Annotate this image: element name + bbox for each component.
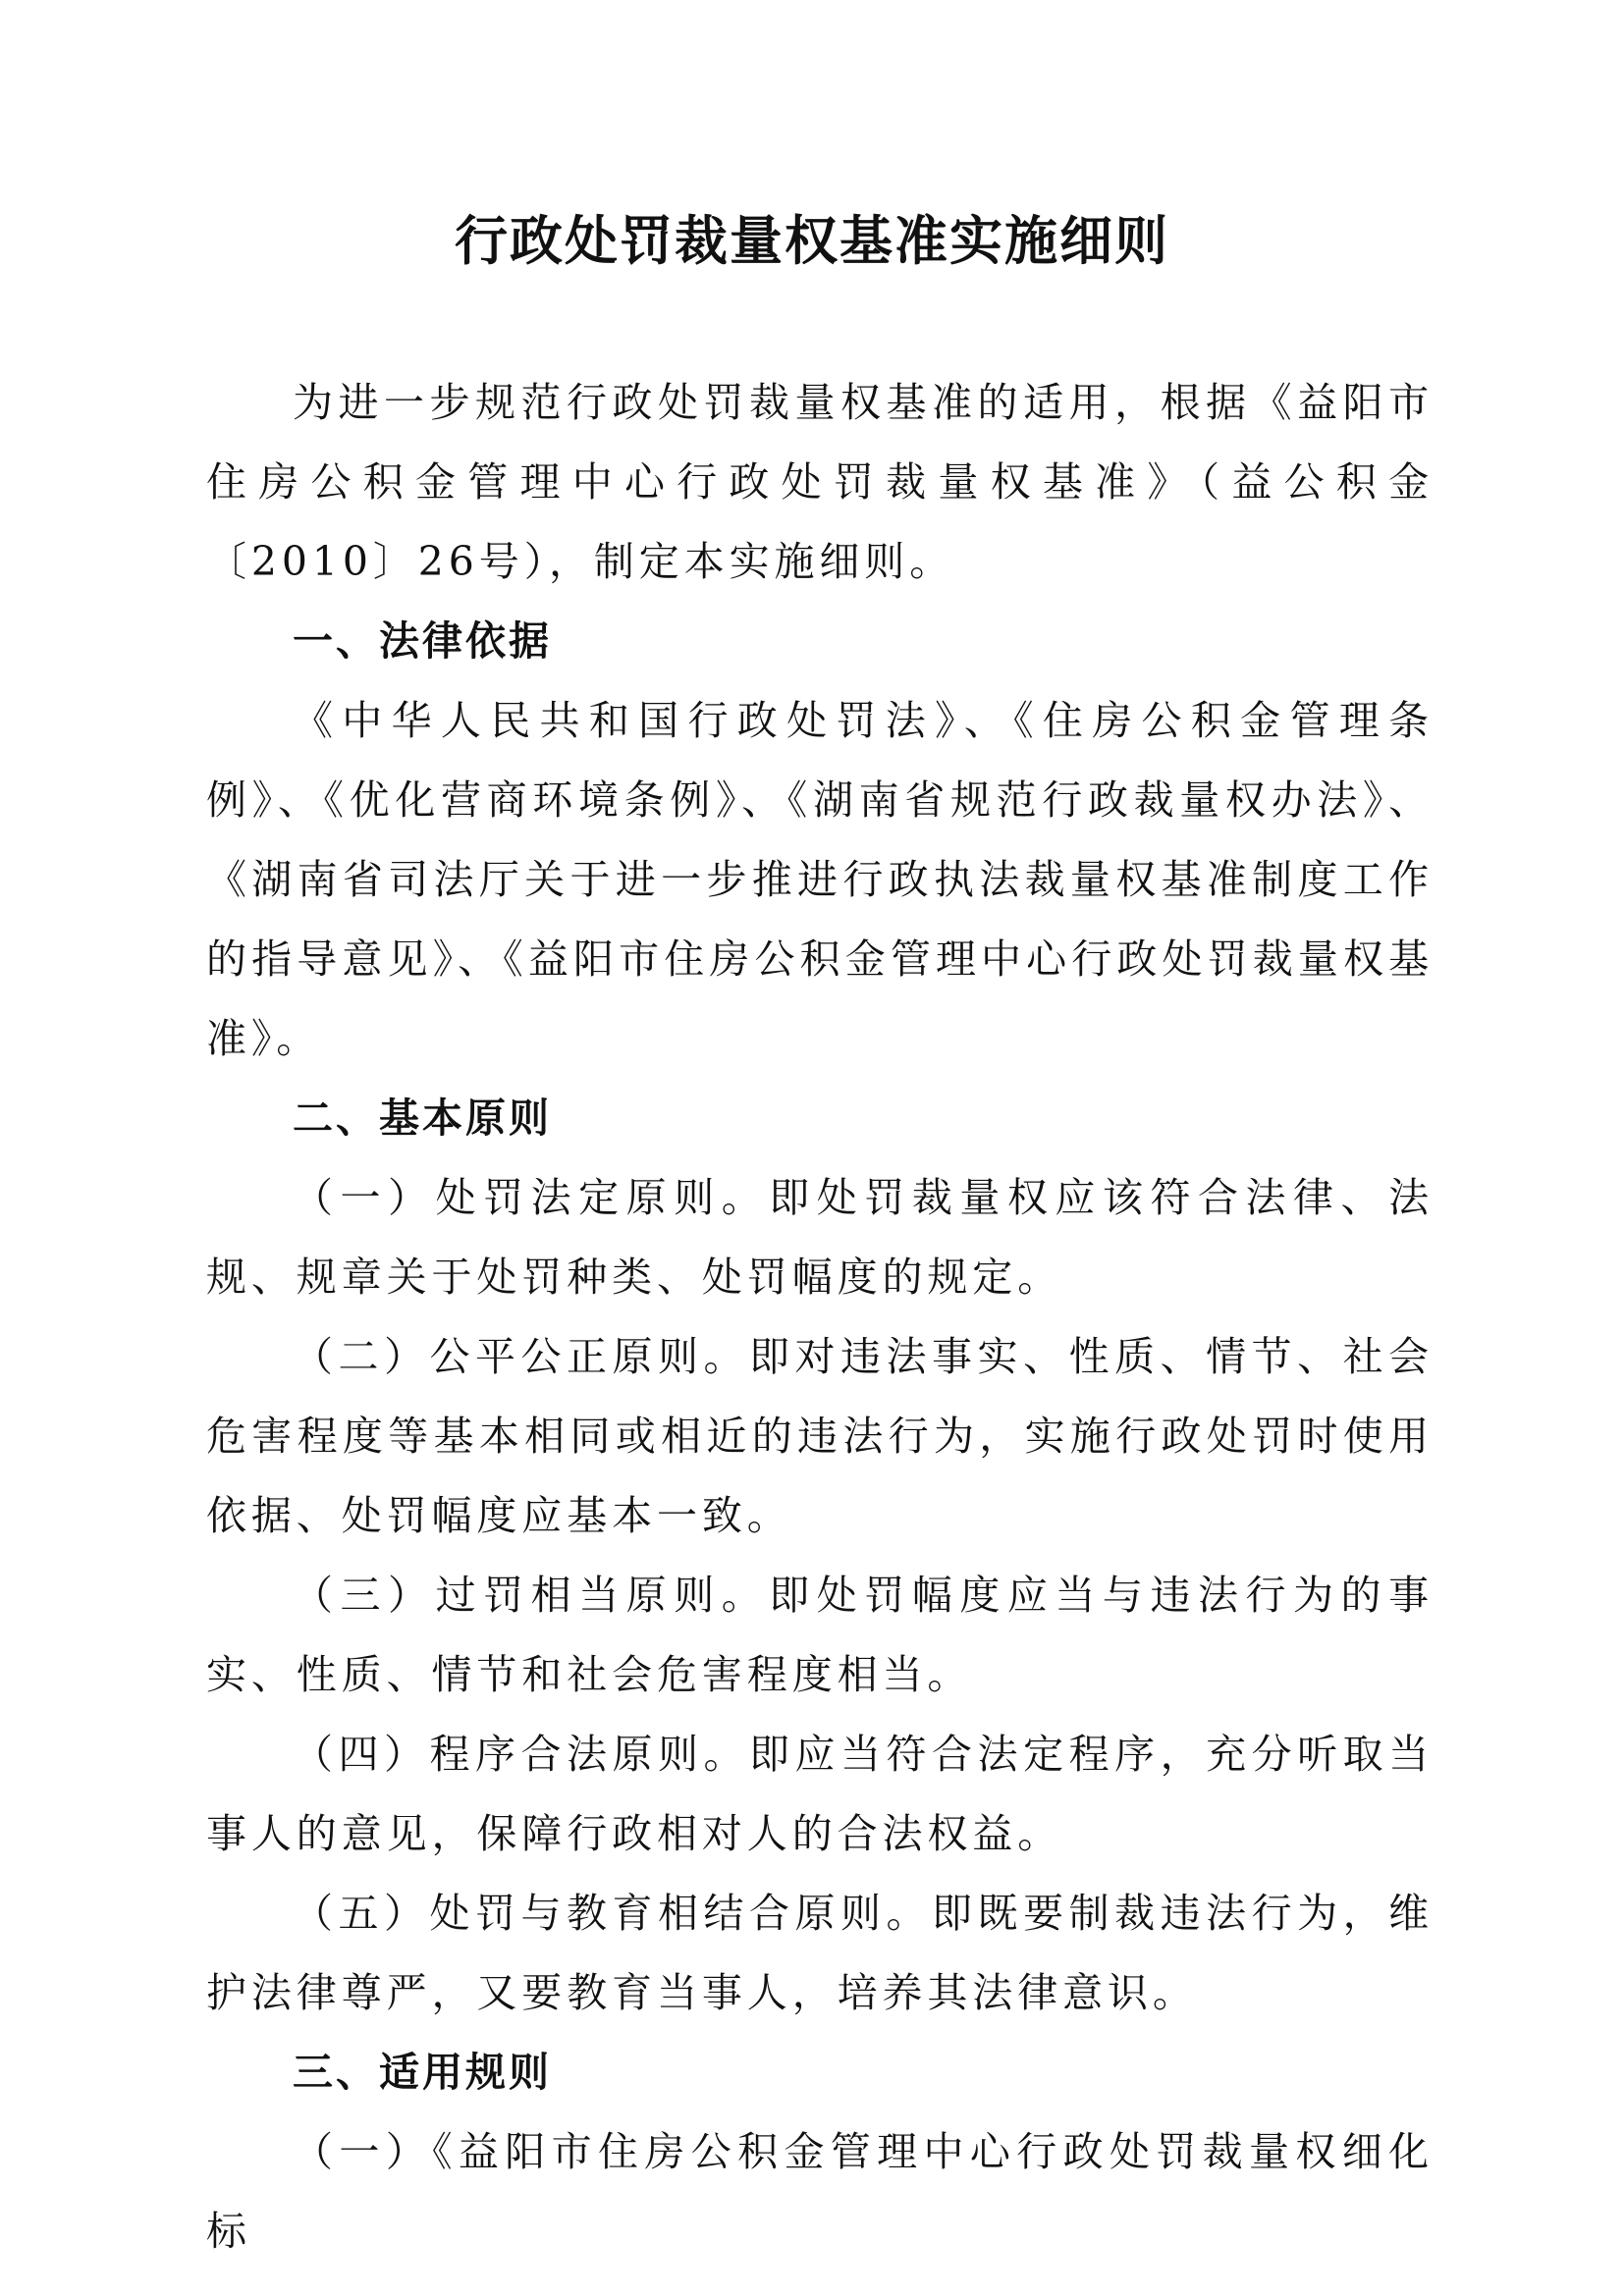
principle-paragraph-2: （二）公平公正原则。即对违法事实、性质、情节、社会危害程度等基本相同或相近的违法行为，实施行政处罚时使用依据、处罚幅度应基本一致。	[206, 1333, 1434, 1539]
principle-paragraph-4: （四）程序合法原则。即应当符合法定程序，充分听取当事人的意见，保障行政相对人的合法权益。	[206, 1731, 1434, 1857]
principle-paragraph-1: （一）处罚法定原则。即处罚裁量权应该符合法律、法规、规章关于处罚种类、处罚幅度的规定。	[206, 1174, 1434, 1301]
section-heading-legal-basis: 一、法律依据	[293, 617, 552, 665]
section-heading-application-rules: 三、适用规则	[293, 2049, 552, 2096]
principle-paragraph-3: （三）过罚相当原则。即处罚幅度应当与违法行为的事实、性质、情节和社会危害程度相当。	[206, 1572, 1434, 1698]
application-rule-paragraph-1: （一）《益阳市住房公积金管理中心行政处罚裁量权细化标	[206, 2128, 1434, 2255]
document-title: 行政处罚裁量权基准实施细则	[455, 209, 1169, 272]
intro-paragraph: 为进一步规范行政处罚裁量权基准的适用，根据《益阳市住房公积金管理中心行政处罚裁量权基准》（益公积金〔2010〕26号），制定本实施细则。	[206, 379, 1434, 585]
legal-basis-paragraph: 《中华人民共和国行政处罚法》、《住房公积金管理条例》、《优化营商环境条例》、《湖南省规范行政裁量权办法》、《湖南省司法厅关于进一步推进行政执法裁量权基准制度工作的指导意见》、《益阳市住房公积金管理中心行政处罚裁量权基准》。	[206, 697, 1434, 1062]
document-body	[206, 363, 1434, 2271]
principle-paragraph-5: （五）处罚与教育相结合原则。即既要制裁违法行为，维护法律尊严，又要教育当事人，培养其法律意识。	[206, 1890, 1434, 2016]
section-heading-basic-principles: 二、基本原则	[293, 1095, 552, 1142]
